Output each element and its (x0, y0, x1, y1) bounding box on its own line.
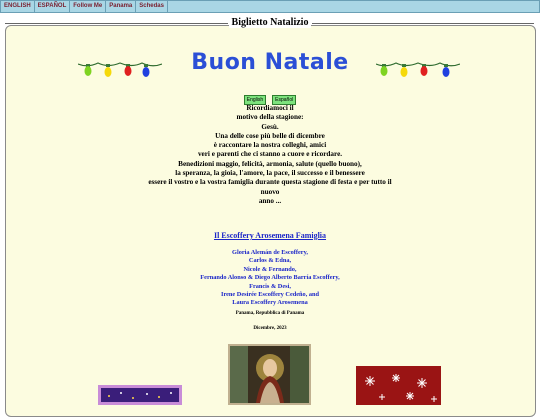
snowflakes-icon (356, 366, 441, 405)
family-link[interactable]: Il Escoffery Arosemena Famiglia (213, 231, 327, 240)
message-line: anno ... (258, 196, 282, 205)
nav-panama[interactable]: Panama (106, 1, 136, 12)
family-name-line: Irene Desirée Escoffery Cedeño, and (221, 291, 319, 299)
family-name-line: Nicole & Fernando, (243, 265, 297, 273)
snowflake-image (356, 366, 441, 405)
christmas-lights-left-icon (78, 58, 162, 82)
message-line: Benedizioni maggio, felicità, armonia, salute (quello buono), (178, 159, 362, 168)
place-text: Panama, Repubblica di Panama (235, 311, 305, 316)
nativity-image (228, 344, 311, 405)
message-line: la speranza, la gioia, l'amore, la pace, il successo e il benessere (175, 169, 365, 178)
message-line: nuovo (260, 187, 280, 196)
top-nav-bar (0, 0, 540, 13)
message-line: veri e parenti che ci stanno a cuore e ricordare. (197, 150, 343, 159)
family-name-line: Carlos & Edna, (248, 257, 292, 265)
nav-follow-me[interactable]: Follow Me (70, 1, 106, 12)
espanol-button[interactable]: Español (272, 95, 296, 105)
family-name-line: Laura Escoffery Arosemena (232, 299, 308, 307)
christmas-lights-right-icon (376, 58, 460, 82)
buon-natale-heading: Buon Natale (191, 50, 349, 75)
english-button[interactable]: English (244, 95, 266, 105)
date-text: Dicembre, 2023 (253, 326, 287, 331)
nav-espanol[interactable]: ESPAÑOL (35, 1, 71, 12)
message-line: è raccontare la nostra colleghi, amici (213, 141, 327, 150)
stars-pattern-icon (101, 388, 179, 402)
family-names (0, 249, 540, 308)
greeting-message (100, 104, 440, 206)
card-title-text: Biglietto Natalizio (229, 17, 312, 28)
family-name-line: Gloria Alemán de Escoffery, (232, 249, 308, 256)
message-line: Gesù. (261, 122, 279, 131)
family-name-line: Francis & Desi, (249, 282, 291, 290)
message-line: Ricordiamoci il (246, 104, 294, 112)
family-name-line: Fernando Alonso & Diego Alberto Barría Escoffery, (200, 274, 340, 282)
madonna-painting-icon (230, 346, 309, 403)
nav-schedas[interactable]: Schedas (136, 1, 168, 12)
message-line: motivo della stagione: (236, 113, 304, 122)
christmas-image-left (98, 385, 182, 405)
nav-english[interactable]: ENGLISH (1, 1, 35, 12)
message-line: essere il vostro e la vostra famiglia durante questa stagione di festa e per tutto il (148, 178, 392, 187)
message-line: Una delle cose più belle di dicembre (215, 131, 325, 140)
card-title (0, 17, 540, 28)
